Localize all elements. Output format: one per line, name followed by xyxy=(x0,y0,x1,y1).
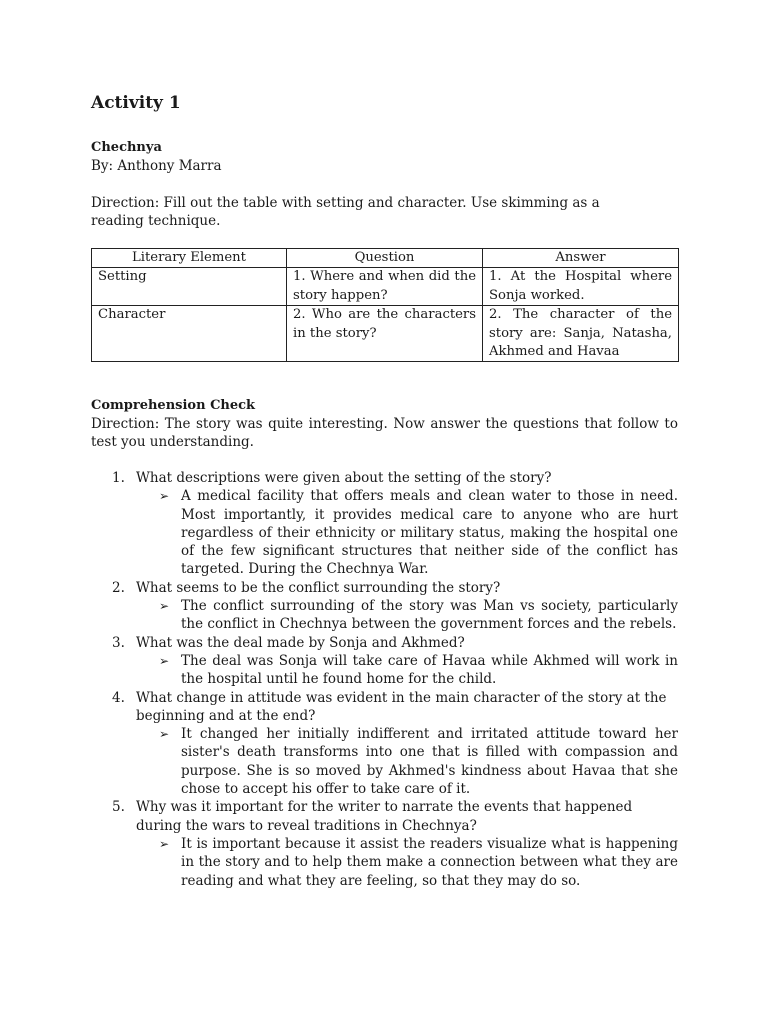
question-number: 4. xyxy=(112,689,125,706)
table-row xyxy=(92,306,679,362)
table-row xyxy=(92,268,679,306)
answer-body: A medical facility that offers meals and clean water to those in need. Most importantly, it provides medical care to anyone who are hurt regardless of their ethnicity or military status, making the hospital one of the few significant structures that neither side of the conflict has targeted. During the Chechnya War. xyxy=(181,488,678,578)
header-answer: Answer xyxy=(483,249,679,268)
author-line: By: Anthony Marra xyxy=(91,158,222,174)
answer-text xyxy=(136,725,678,798)
table-cell-answer: 2. The character of the story are: Sanja, Natasha, Akhmed and Havaa xyxy=(483,306,679,362)
header-literary-element: Literary Element xyxy=(92,249,287,268)
question-text: What was the deal made by Sonja and Akhmed? xyxy=(136,634,465,651)
answer-body: It is important because it assist the readers visualize what is happening in the story and to help them make a connection between what they are reading and what they are feeling, so that they may do so. xyxy=(181,835,678,889)
table-cell-element: Setting xyxy=(92,268,287,306)
answer-body: The conflict surrounding of the story was Man vs society, particularly the conflict in Chechnya between the government forces and the rebels. xyxy=(181,598,678,633)
comprehension-direction: Direction: The story was quite interesting. Now answer the questions that follow to test you understanding. xyxy=(91,416,678,451)
question-text: What seems to be the conflict surrounding the story? xyxy=(136,579,501,596)
table-cell-answer: 1. At the Hospital where Sonja worked. xyxy=(483,268,679,306)
question-number: 1. xyxy=(112,470,125,486)
question-text: Why was it important for the writer to narrate the events that happened during the wars to reveal traditions in Chechnya? xyxy=(136,799,633,834)
table-cell-element: Character xyxy=(92,306,287,362)
arrow-bullet-icon: ➢ xyxy=(159,653,170,668)
list-item xyxy=(91,634,678,689)
question-number: 3. xyxy=(112,634,125,651)
list-item xyxy=(91,689,678,799)
arrow-bullet-icon: ➢ xyxy=(159,836,170,851)
table-cell-question: 2. Who are the characters in the story? xyxy=(287,306,483,362)
comprehension-check-heading: Comprehension Check xyxy=(91,398,256,413)
arrow-bullet-icon: ➢ xyxy=(159,727,170,742)
table-cell-question: 1. Where and when did the story happen? xyxy=(287,268,483,306)
literary-element-table xyxy=(91,248,679,362)
answer-text xyxy=(136,597,678,634)
question-number: 5. xyxy=(112,799,125,816)
arrow-bullet-icon: ➢ xyxy=(159,489,170,504)
question-list xyxy=(91,469,678,890)
question-text: What descriptions were given about the setting of the story? xyxy=(136,470,552,486)
answer-text xyxy=(136,487,678,578)
question-text: What change in attitude was evident in the main character of the story at the beginning and at the end? xyxy=(136,689,667,724)
list-item xyxy=(91,469,678,579)
list-item xyxy=(91,798,678,889)
answer-text xyxy=(136,652,678,689)
answer-body: The deal was Sonja will take care of Havaa while Akhmed will work in the hospital until he found home for the child. xyxy=(181,652,678,688)
story-title: Chechnya xyxy=(91,140,162,155)
activity-title: Activity 1 xyxy=(91,93,181,113)
answer-body: It changed her initially indifferent and irritated attitude toward her sister's death transforms into one that is filled with compassion and purpose. She is so moved by Akhmed's kindness about Havaa that she chose to accept his offer to take care of it. xyxy=(181,726,678,798)
question-number: 2. xyxy=(112,579,125,596)
table-header-row xyxy=(92,249,679,268)
header-question: Question xyxy=(287,249,483,268)
arrow-bullet-icon: ➢ xyxy=(159,599,170,614)
list-item xyxy=(91,579,678,634)
table-direction: Direction: Fill out the table with setting and character. Use skimming as a reading technique. xyxy=(91,195,600,229)
answer-text xyxy=(136,835,678,890)
